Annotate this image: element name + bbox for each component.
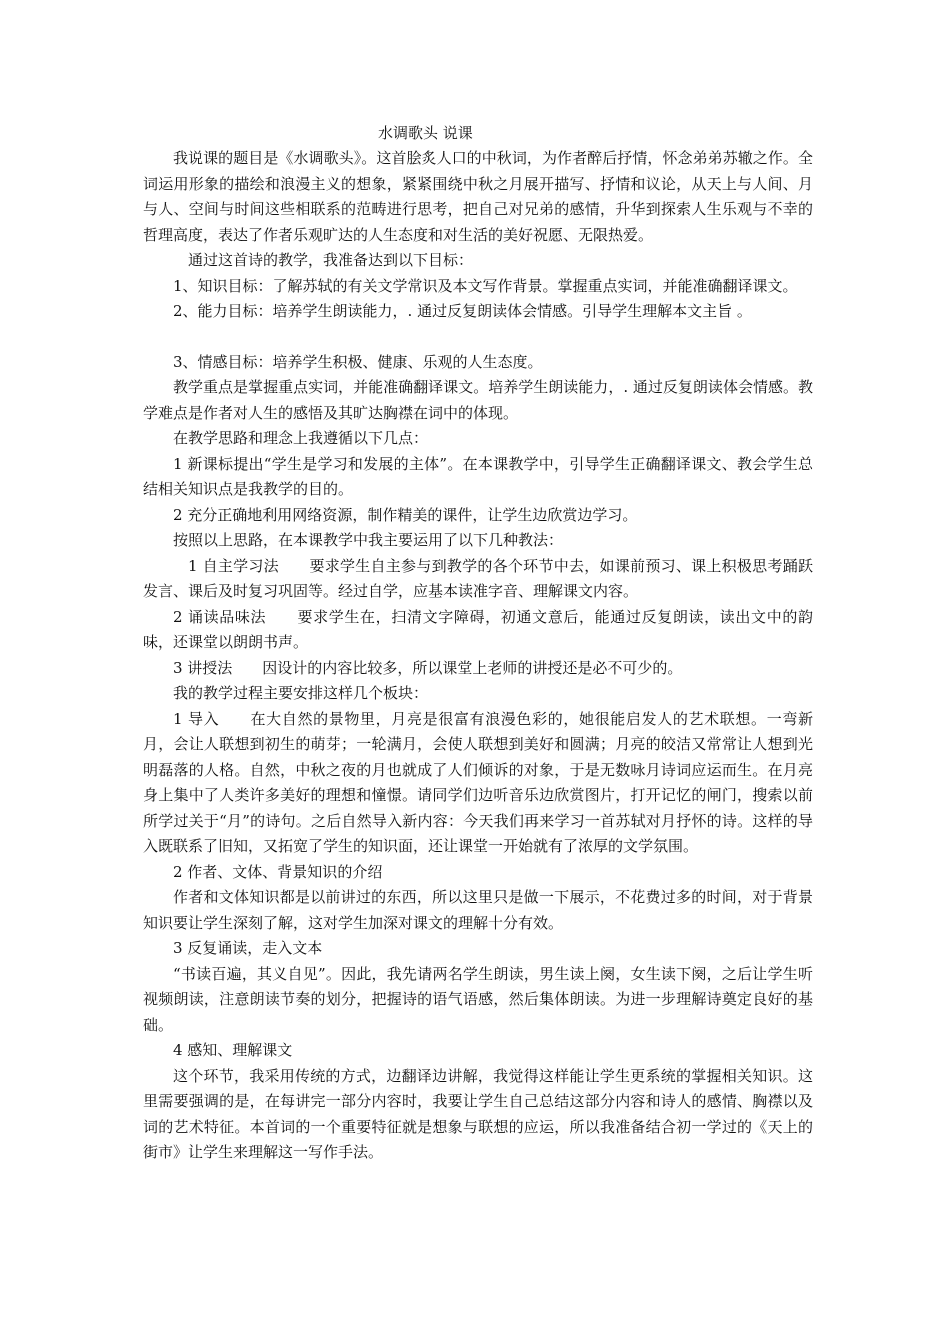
paragraph-step-3-body: “书读百遍，其义自见”。因此，我先请两名学生朗读，男生读上阕，女生读下阕，之后让学生听视频朗读，注意朗读节奏的划分，把握诗的语气语感，然后集体朗读。为进一步理解诗奠定良好的基础。 [143, 964, 813, 1034]
paragraph-step-4-heading: 4 感知、理解课文 [173, 1041, 293, 1059]
paragraph-principles-lead: 在教学思路和理念上我遵循以下几点： [173, 429, 429, 447]
paragraph-goal-knowledge: 1、知识目标：了解苏轼的有关文学常识及本文写作背景。掌握重点实词，并能准确翻译课文。 [173, 276, 798, 295]
paragraph-principle-2: 2 充分正确地利用网络资源，制作精美的课件，让学生边欣赏边学习。 [173, 505, 638, 524]
document-title: 水调歌头 说课 [378, 124, 473, 142]
document-body [143, 146, 813, 1166]
paragraph-method-3: 3 讲授法 因设计的内容比较多，所以课堂上老师的讲授还是必不可少的。 [173, 658, 683, 677]
paragraph-process-lead: 我的教学过程主要安排这样几个板块： [173, 684, 429, 702]
paragraph-goals-lead: 通过这首诗的教学，我准备达到以下目标： [188, 251, 474, 269]
paragraph-step-2-body: 作者和文体知识都是以前讲过的东西，所以这里只是做一下展示，不花费过多的时间，对于背景知识要让学生深刻了解，这对学生加深对课文的理解十分有效。 [143, 888, 813, 932]
paragraph-methods-lead: 按照以上思路，在本课教学中我主要运用了以下几种教法： [173, 531, 564, 549]
paragraph-key-points: 教学重点是掌握重点实词，并能准确翻译课文。培养学生朗读能力，. 通过反复朗读体会情感。教学难点是作者对人生的感悟及其旷达胸襟在词中的体现。 [143, 378, 813, 422]
paragraph-method-1: 1 自主学习法 要求学生自主参与到教学的各个环节中去，如课前预习、课上积极思考踊跃发言、课后及时复习巩固等。经过自学，应基本读准字音、理解课文内容。 [143, 556, 813, 600]
paragraph-principle-1: 1 新课标提出“学生是学习和发展的主体”。在本课教学中，引导学生正确翻译课文、教会学生总结相关知识点是我教学的目的。 [143, 454, 813, 498]
paragraph-goal-ability: 2、能力目标：培养学生朗读能力，. 通过反复朗读体会情感。引导学生理解本文主旨 。 [173, 302, 752, 320]
paragraph-intro: 我说课的题目是《水调歌头》。这首脍炙人口的中秋词，为作者醉后抒情，怀念弟弟苏辙之作。全词运用形象的描绘和浪漫主义的想象，紧紧围绕中秋之月展开描写、抒情和议论，从天上与人间、月与人、空间与时间这些相联系的范畴进行思考，把自己对兄弟的感情，升华到探索人生乐观与不幸的哲理高度，表达了作者乐观旷达的人生态度和对生活的美好祝愿、无限热爱。 [143, 149, 813, 244]
paragraph-method-2: 2 诵读品味法 要求学生在，扫清文字障碍，初通文意后，能通过反复朗读，读出文中的韵味，还课堂以朗朗书声。 [143, 607, 813, 651]
paragraph-step-1: 1 导入 在大自然的景物里，月亮是很富有浪漫色彩的，她很能启发人的艺术联想。一弯新月，会让人联想到初生的萌芽；一轮满月，会使人联想到美好和圆满；月亮的皎洁又常常让人想到光明磊落的人格。自然，中秋之夜的月也就成了人们倾诉的对象，于是无数咏月诗词应运而生。在月亮身上集中了人类许多美好的理想和憧憬。请同学们边听音乐边欣赏图片，打开记忆的闸门，搜索以前所学过关于“月”的诗句。之后自然导入新内容：今天我们再来学习一首苏轼对月抒怀的诗。这样的导入既联系了旧知，又拓宽了学生的知识面，还让课堂一开始就有了浓厚的文学氛围。 [143, 709, 813, 855]
paragraph-step-4-body: 这个环节，我采用传统的方式，边翻译边讲解，我觉得这样能让学生更系统的掌握相关知识。这里需要强调的是，在每讲完一部分内容时，我要让学生自己总结这部分内容和诗人的感情、胸襟以及词的艺术特征。本首词的一个重要特征就是想象与联想的应运，所以我准备结合初一学过的《天上的街市》让学生来理解这一写作手法。 [143, 1066, 813, 1161]
paragraph-goal-emotion: 3、情感目标：培养学生积极、健康、乐观的人生态度。 [173, 352, 543, 371]
paragraph-step-3-heading: 3 反复诵读，走入文本 [173, 939, 323, 957]
paragraph-step-2-heading: 2 作者、文体、背景知识的介绍 [173, 862, 383, 881]
